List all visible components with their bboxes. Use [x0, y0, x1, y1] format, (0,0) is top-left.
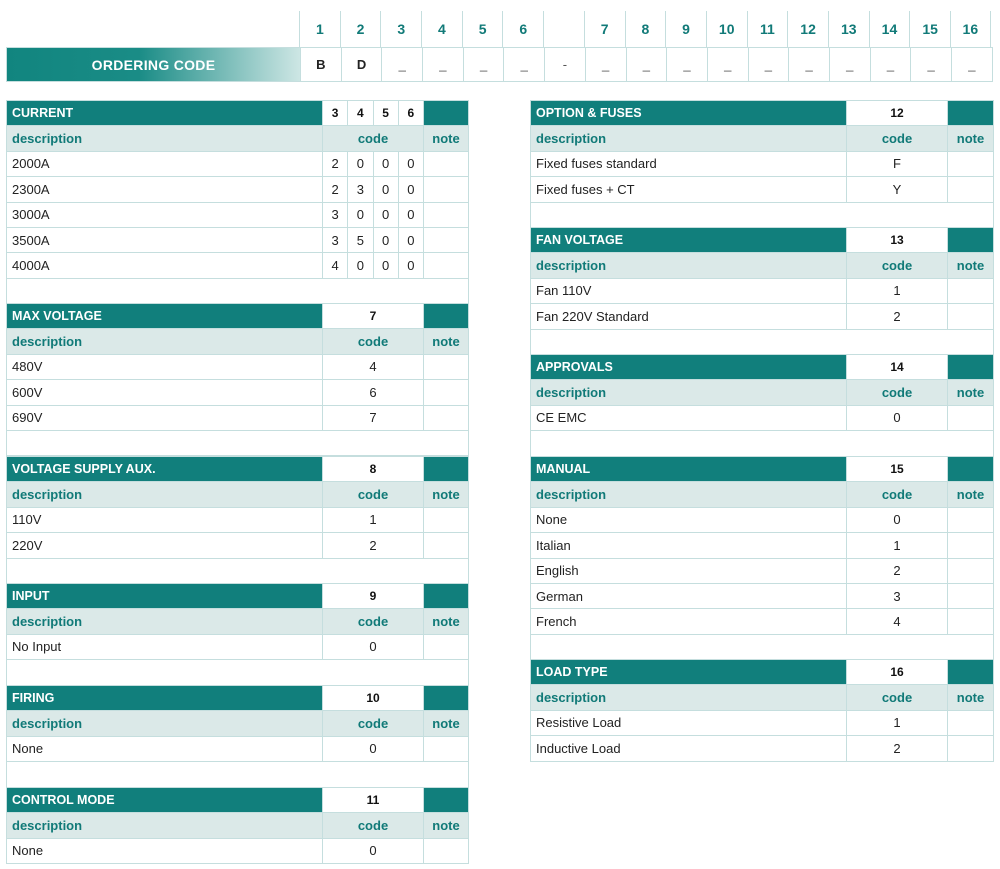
row-description: None [536, 512, 568, 528]
ordering-code-value: _ [585, 48, 626, 81]
description-header: description [12, 716, 83, 732]
current-table [6, 100, 469, 304]
code-digit: 0 [398, 177, 423, 201]
row-note [423, 355, 468, 379]
row-note [947, 559, 993, 583]
ordering-code-value: _ [707, 48, 748, 81]
table-title: CONTROL MODE [7, 788, 322, 812]
table-row [531, 711, 993, 736]
code-header: code [322, 482, 423, 506]
current-title: CURRENT [7, 101, 322, 125]
row-note [423, 533, 468, 557]
code-digit: 0 [347, 152, 372, 176]
ordering-code-value: _ [463, 48, 504, 81]
code-digit: 0 [398, 228, 423, 252]
row-code: 0 [846, 508, 947, 532]
table-row [7, 380, 468, 405]
position-number: 8 [322, 457, 423, 481]
position-number: 15 [846, 457, 947, 481]
row-code: 0 [322, 839, 423, 863]
position-number: 5 [373, 101, 398, 125]
row-note [423, 508, 468, 532]
position-number: 4 [421, 11, 462, 47]
row-note [423, 203, 468, 227]
row-description: No Input [12, 639, 62, 655]
position-number: 13 [846, 228, 947, 252]
row-code: 2 [322, 533, 423, 557]
code-header: code [322, 329, 423, 353]
code-digit: 3 [322, 228, 347, 252]
position-number: 16 [846, 660, 947, 684]
code-digit: 0 [373, 253, 398, 277]
code-header: code [846, 126, 947, 150]
table-row [7, 152, 468, 177]
option-fuses-table [530, 100, 994, 228]
ordering-code-title: ORDERING CODE [7, 48, 300, 81]
max-voltage-table [6, 303, 469, 456]
row-note [947, 304, 993, 328]
position-number: 14 [846, 355, 947, 379]
position-number: 1 [299, 11, 340, 47]
code-header: code [846, 253, 947, 277]
code-digit: 2 [322, 177, 347, 201]
table-row [7, 406, 468, 431]
row-code: 4 [322, 355, 423, 379]
row-note [947, 406, 993, 430]
ordering-code-value: - [544, 48, 585, 81]
note-header: note [947, 482, 993, 506]
row-note [947, 152, 993, 176]
row-note [947, 736, 993, 760]
row-description: French [536, 614, 577, 630]
row-description: 110V [12, 512, 42, 528]
row-description: German [536, 588, 583, 604]
table-row [531, 584, 993, 609]
row-description: 600V [12, 384, 43, 400]
code-header: code [846, 685, 947, 709]
row-description: Fixed fuses + CT [536, 181, 635, 197]
row-note [947, 508, 993, 532]
ordering-code-value: B [300, 48, 341, 81]
table-title: INPUT [7, 584, 322, 608]
table-row [7, 839, 468, 864]
row-code [322, 228, 423, 252]
row-note [423, 228, 468, 252]
code-digit: 5 [347, 228, 372, 252]
row-note [947, 177, 993, 201]
row-note [947, 711, 993, 735]
ordering-code-values [300, 48, 992, 81]
table-row [7, 177, 468, 202]
code-digit: 4 [322, 253, 347, 277]
row-code: 1 [846, 279, 947, 303]
row-code: 2 [846, 559, 947, 583]
table-row [7, 228, 468, 253]
ordering-code-value: _ [626, 48, 667, 81]
ordering-code-value: _ [951, 48, 992, 81]
load-type-table [530, 659, 994, 762]
position-number: 11 [322, 788, 423, 812]
row-description: None [12, 741, 44, 757]
position-number: 16 [950, 11, 991, 47]
table-row [7, 253, 468, 278]
note-header: note [947, 380, 993, 404]
position-number: 7 [584, 11, 625, 47]
code-digit: 0 [347, 203, 372, 227]
note-header: note [423, 329, 468, 353]
row-description: Resistive Load [536, 715, 622, 731]
row-code: Y [846, 177, 947, 201]
description-header: description [536, 487, 607, 503]
position-number: 9 [665, 11, 706, 47]
row-description: 2000A [12, 156, 50, 172]
table-title: LOAD TYPE [531, 660, 846, 684]
description-header: description [536, 385, 607, 401]
row-note [423, 253, 468, 277]
row-code: 3 [846, 584, 947, 608]
row-code: 4 [846, 609, 947, 633]
note-header: note [423, 482, 468, 506]
ordering-code-value: _ [503, 48, 544, 81]
row-note [423, 152, 468, 176]
code-digit: 3 [322, 203, 347, 227]
table-row [7, 508, 468, 533]
row-note [423, 635, 468, 659]
table-row [531, 177, 993, 202]
row-description: CE EMC [536, 410, 587, 426]
ordering-code-value: _ [748, 48, 789, 81]
row-description: 220V [12, 537, 43, 553]
table-row [7, 635, 468, 660]
table-title: FIRING [7, 686, 322, 710]
ordering-code-positions [299, 11, 991, 47]
code-digit: 3 [347, 177, 372, 201]
manual-table [530, 456, 994, 660]
row-code: 0 [846, 406, 947, 430]
position-number: 10 [322, 686, 423, 710]
row-code: 2 [846, 736, 947, 760]
table-title: MANUAL [531, 457, 846, 481]
note-header: note [947, 685, 993, 709]
position-number: 10 [706, 11, 747, 47]
current-positions [322, 101, 423, 125]
position-number: 12 [787, 11, 828, 47]
ordering-code-value: _ [666, 48, 707, 81]
table-row [531, 508, 993, 533]
note-header: note [423, 126, 468, 150]
description-header: description [536, 690, 607, 706]
position-number: 7 [322, 304, 423, 328]
description-header: description [536, 131, 607, 147]
code-header: code [322, 711, 423, 735]
note-header: note [947, 126, 993, 150]
code-header: code [322, 813, 423, 837]
row-code: 1 [322, 508, 423, 532]
description-header: description [12, 818, 83, 834]
position-number: 3 [322, 101, 347, 125]
row-description: 690V [12, 410, 43, 426]
row-description: English [536, 563, 579, 579]
row-code: 2 [846, 304, 947, 328]
table-row [531, 736, 993, 761]
row-description: 2300A [12, 181, 50, 197]
row-note [423, 380, 468, 404]
row-description: Fixed fuses standard [536, 156, 657, 172]
row-code: 6 [322, 380, 423, 404]
position-number: 9 [322, 584, 423, 608]
note-header: note [423, 813, 468, 837]
code-header: code [322, 126, 423, 150]
position-number: 8 [625, 11, 666, 47]
code-digit: 0 [398, 253, 423, 277]
ordering-code-value: _ [788, 48, 829, 81]
position-number: 6 [502, 11, 543, 47]
row-code: 0 [322, 635, 423, 659]
position-number: 5 [462, 11, 503, 47]
code-digit: 0 [373, 177, 398, 201]
code-digit: 2 [322, 152, 347, 176]
code-digit: 0 [373, 152, 398, 176]
note-header: note [947, 253, 993, 277]
row-code: 1 [846, 711, 947, 735]
row-note [947, 609, 993, 633]
row-description: Italian [536, 537, 571, 553]
row-description: 3000A [12, 207, 50, 223]
ordering-code-bar [6, 47, 993, 82]
row-description: Fan 220V Standard [536, 308, 649, 324]
position-number: 2 [340, 11, 381, 47]
description-header: description [12, 487, 83, 503]
ordering-code-value: D [341, 48, 382, 81]
table-row [531, 609, 993, 634]
position-number: 6 [398, 101, 423, 125]
ordering-code-value: _ [829, 48, 870, 81]
row-code: 7 [322, 406, 423, 430]
code-digit: 0 [373, 228, 398, 252]
table-row [7, 533, 468, 558]
row-note [947, 279, 993, 303]
note-header: note [423, 711, 468, 735]
ordering-code-value: _ [870, 48, 911, 81]
position-number: 12 [846, 101, 947, 125]
row-code [322, 253, 423, 277]
position-number [543, 11, 584, 47]
table-row [7, 355, 468, 380]
description-header: description [536, 258, 607, 274]
voltage-supply-table [6, 456, 469, 584]
code-digit: 0 [373, 203, 398, 227]
row-description: None [12, 843, 44, 859]
ordering-code-value: _ [381, 48, 422, 81]
code-header: code [846, 482, 947, 506]
table-row [531, 279, 993, 304]
position-number: 13 [828, 11, 869, 47]
row-code [322, 152, 423, 176]
table-title: APPROVALS [531, 355, 846, 379]
row-code [322, 203, 423, 227]
row-note [947, 533, 993, 557]
row-code: 1 [846, 533, 947, 557]
position-number: 11 [747, 11, 788, 47]
control-mode-table [6, 787, 469, 864]
row-note [423, 177, 468, 201]
position-number: 14 [869, 11, 910, 47]
table-title: FAN VOLTAGE [531, 228, 846, 252]
note-header: note [423, 609, 468, 633]
row-note [423, 737, 468, 761]
table-row [531, 152, 993, 177]
description-header: description [12, 614, 83, 630]
row-description: 3500A [12, 232, 50, 248]
position-number: 15 [909, 11, 950, 47]
row-code [322, 177, 423, 201]
row-note [423, 839, 468, 863]
ordering-code-value: _ [910, 48, 951, 81]
row-description: 480V [12, 359, 43, 375]
row-note [423, 406, 468, 430]
row-description: Fan 110V [536, 283, 592, 299]
description-header: description [12, 334, 83, 350]
ordering-code-value: _ [422, 48, 463, 81]
fan-voltage-table [530, 227, 994, 355]
table-row [531, 304, 993, 329]
row-note [947, 584, 993, 608]
code-digit: 0 [347, 253, 372, 277]
row-code: F [846, 152, 947, 176]
input-table [6, 583, 469, 686]
description-header: description [12, 131, 83, 147]
code-digit: 0 [398, 203, 423, 227]
position-number: 4 [347, 101, 372, 125]
table-row [531, 533, 993, 558]
table-title: VOLTAGE SUPPLY AUX. [7, 457, 322, 481]
row-description: 4000A [12, 258, 50, 274]
table-row [531, 406, 993, 431]
approvals-table [530, 354, 994, 457]
table-title: MAX VOLTAGE [7, 304, 322, 328]
row-code: 0 [322, 737, 423, 761]
code-digit: 0 [398, 152, 423, 176]
code-header: code [322, 609, 423, 633]
row-description: Inductive Load [536, 740, 621, 756]
table-title: OPTION & FUSES [531, 101, 846, 125]
firing-table [6, 685, 469, 788]
table-row [531, 559, 993, 584]
position-number: 3 [380, 11, 421, 47]
code-header: code [846, 380, 947, 404]
table-row [7, 737, 468, 762]
table-row [7, 203, 468, 228]
